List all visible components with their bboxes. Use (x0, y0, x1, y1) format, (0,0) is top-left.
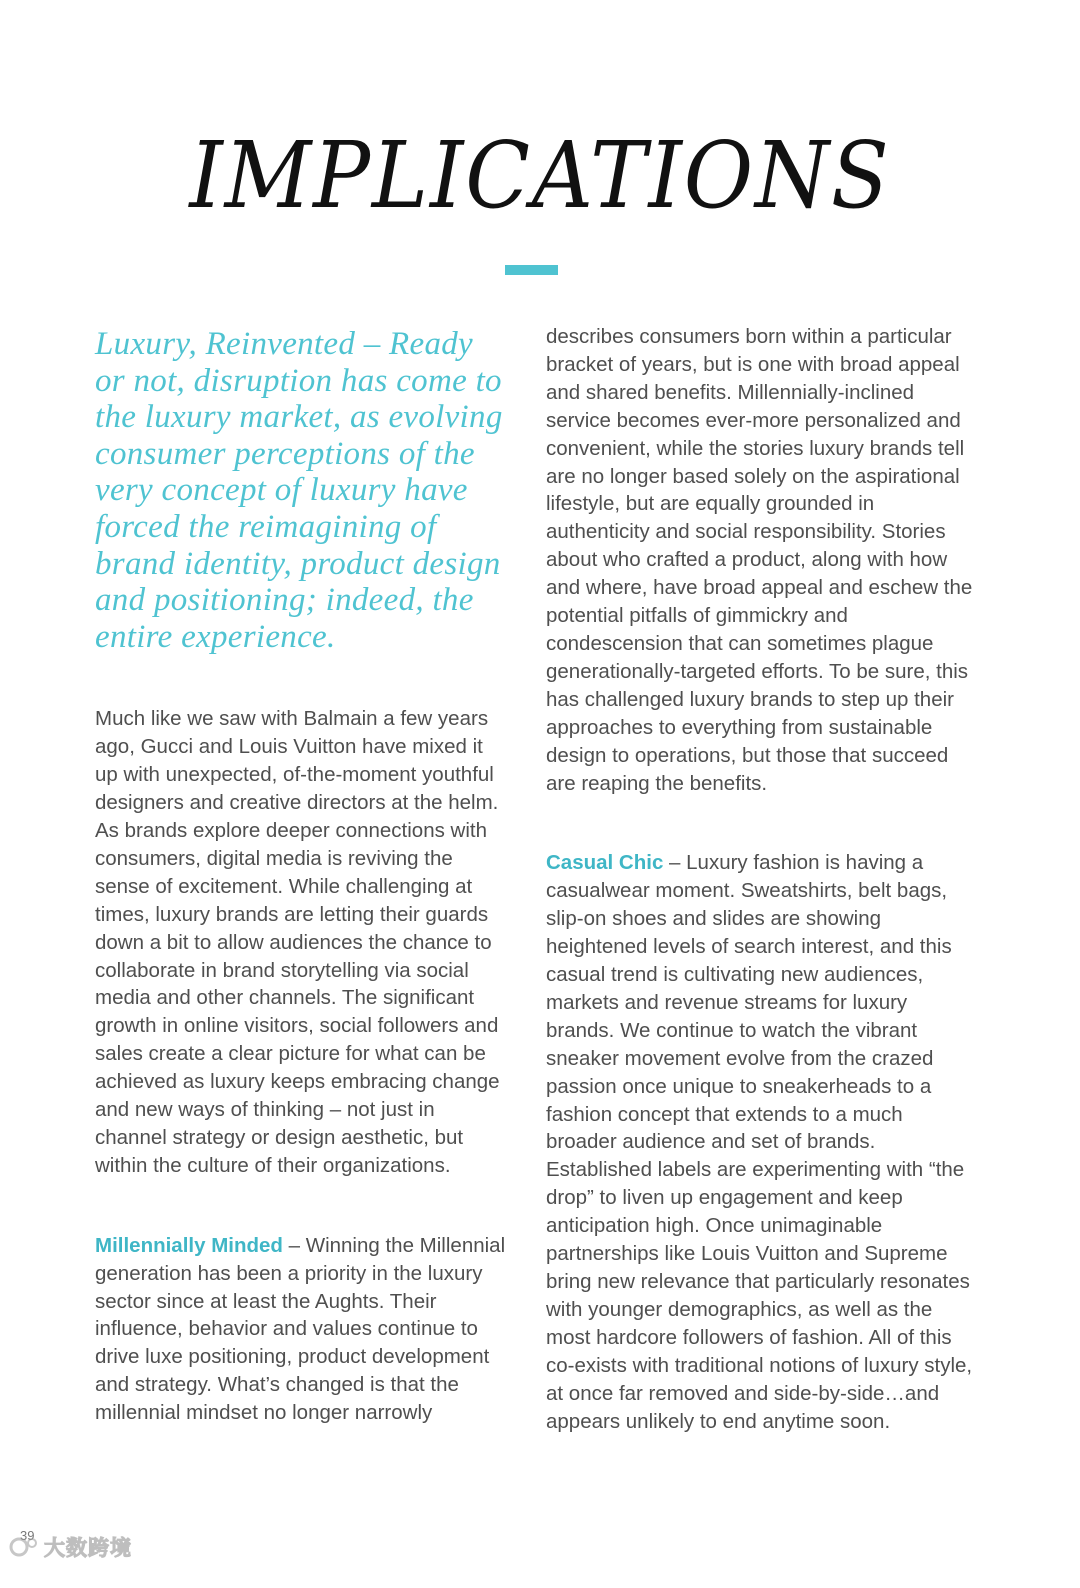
section-lead-in: Millennially Minded (95, 1233, 283, 1257)
section-body: – Winning the Millennial generation has been a priority in the luxury sector since at least the Aughts. Their influence, behavior and values continue to drive luxe positioning, product development and strategy. What’s changed is that the millennial mindset no longer narrowly (95, 1233, 506, 1425)
title-accent-rule (505, 265, 558, 275)
watermark (8, 1534, 132, 1560)
section-paragraph-casual-chic (546, 849, 976, 1435)
page-title: IMPLICATIONS (189, 122, 891, 229)
right-column (546, 323, 976, 1435)
section-paragraph-millennially-minded (95, 1232, 510, 1427)
watermark-text: 大数跨境 (44, 1536, 132, 1560)
left-column (95, 326, 510, 1427)
body-paragraph-continued: describes consumers born within a particular bracket of years, but is one with broad appeal and shared benefits. Millennially-inclined service becomes ever-more personalized and convenient, while the stories luxury brands tell are no longer based solely on the aspirational lifestyle, but are equally grounded in authenticity and social responsibility. Stories about who crafted a product, along with how and where, have broad appeal and eschew the potential pitfalls of gimmickry and condescension that can sometimes plague generationally-targeted efforts. To be sure, this has challenged luxury brands to step up their approaches to everything from sustainable design to operations, but those that succeed are reaping the benefits. (546, 325, 973, 795)
watermark-logo-icon (8, 1536, 40, 1558)
page-number: 39 (20, 1528, 35, 1543)
section-body: – Luxury fashion is having a casualwear moment. Sweatshirts, belt bags, slip-on shoes and slides are showing heightened levels of search interest, and this casual trend is cultivating new audiences, markets and revenue streams for luxury brands. We continue to watch the vibrant sneaker movement evolve from the crazed passion once unique to sneakerheads to a fashion concept that extends to a much broader audience and set of brands. Established labels are experimenting with “the drop” to liven up engagement and keep anticipation high. Once unimaginable partnerships like Louis Vuitton and Supreme bring new relevance that particularly resonates with younger demographics, as well as the most hardcore followers of fashion. All of this co-exists with traditional notions of luxury style, at once far removed and side-by-side…and appears unlikely to end anytime soon. (546, 851, 973, 1433)
lede-quote: Luxury, Reinvented – Ready or not, disruption has come to the luxury market, as evolving consumer perceptions of the very concept of luxury have forced the reimagining of brand identity, product design and positioning; indeed, the entire experience. (95, 326, 503, 655)
section-lead-in: Casual Chic (546, 851, 664, 875)
body-paragraph: Much like we saw with Balmain a few years ago, Gucci and Louis Vuitton have mixed it up with unexpected, of-the-moment youthful designers and creative directors at the helm. As brands explore deeper connections with consumers, digital media is reviving the sense of excitement. While challenging at times, luxury brands are letting their guards down a bit to allow audiences the chance to collaborate in brand storytelling via social media and other channels. The significant growth in online visitors, social followers and sales create a clear picture for what can be achieved as luxury keeps embracing change and new ways of thinking – not just in channel strategy or design aesthetic, but within the culture of their organizations. (95, 707, 500, 1177)
